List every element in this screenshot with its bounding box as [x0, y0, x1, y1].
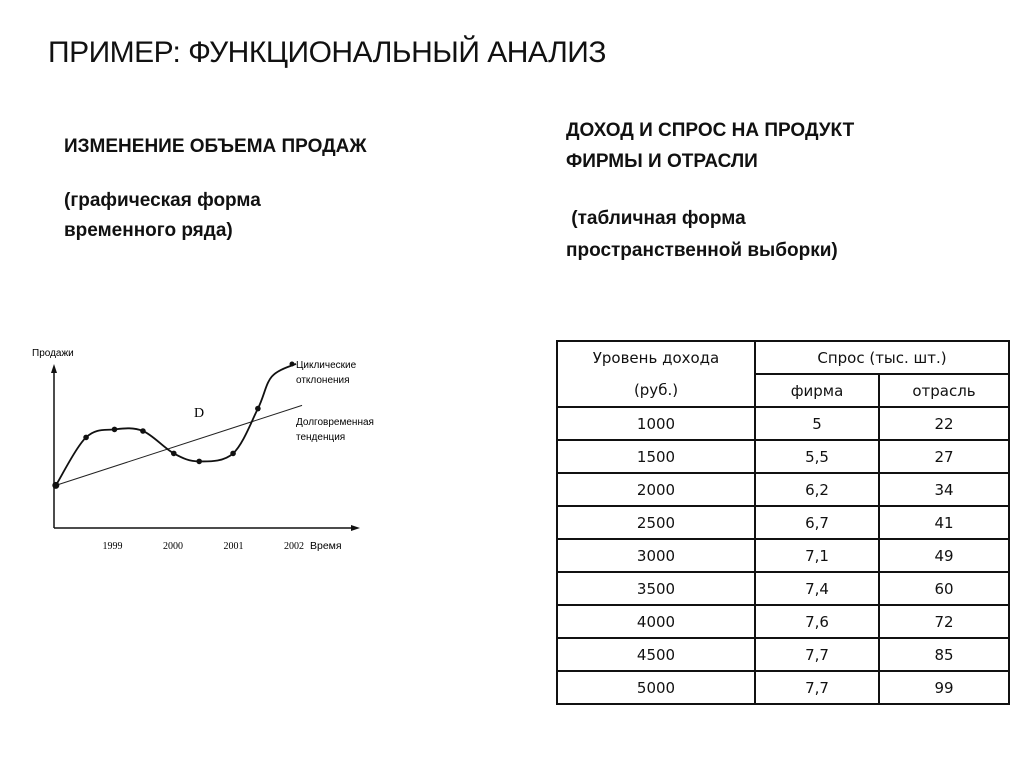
firm-demand-cell: 7,4	[755, 572, 879, 605]
table-row	[557, 572, 1009, 605]
legend-cyclic-2: отклонения	[296, 375, 350, 386]
income-demand-table	[556, 340, 1010, 705]
header-firm: фирма	[755, 374, 879, 407]
table-row	[557, 506, 1009, 539]
table-row	[557, 407, 1009, 440]
firm-demand-cell: 6,7	[755, 506, 879, 539]
industry-demand-cell: 99	[879, 671, 1009, 704]
x-tick-label: 2002	[284, 541, 304, 552]
table-row	[557, 605, 1009, 638]
industry-demand-cell: 72	[879, 605, 1009, 638]
table-row	[557, 440, 1009, 473]
income-cell: 4500	[557, 638, 755, 671]
trend-line	[56, 405, 302, 485]
right-subtitle-1: (табличная форма	[566, 208, 746, 229]
x-tick-label: 2000	[163, 541, 183, 552]
data-point	[83, 435, 89, 441]
data-point	[255, 406, 261, 412]
header-income: Уровень дохода	[557, 341, 755, 374]
table-header-row-1	[557, 341, 1009, 374]
industry-demand-cell: 41	[879, 506, 1009, 539]
industry-demand-cell: 34	[879, 473, 1009, 506]
sales-chart	[0, 330, 420, 560]
firm-demand-cell: 7,6	[755, 605, 879, 638]
firm-demand-cell: 5	[755, 407, 879, 440]
left-subtitle-2: временного ряда)	[64, 220, 233, 241]
annotation-d: D	[194, 406, 205, 421]
firm-demand-cell: 7,7	[755, 671, 879, 704]
header-income-unit: (руб.)	[557, 374, 755, 407]
income-cell: 2500	[557, 506, 755, 539]
table-row	[557, 473, 1009, 506]
firm-demand-cell: 7,1	[755, 539, 879, 572]
y-axis-arrow-icon	[51, 364, 57, 373]
income-cell: 1500	[557, 440, 755, 473]
x-axis-arrow-icon	[351, 525, 360, 531]
income-cell: 3500	[557, 572, 755, 605]
income-cell: 3000	[557, 539, 755, 572]
data-point	[196, 459, 202, 465]
data-point	[230, 451, 236, 457]
table-row	[557, 638, 1009, 671]
income-cell: 5000	[557, 671, 755, 704]
income-cell: 4000	[557, 605, 755, 638]
right-heading-1: ДОХОД И СПРОС НА ПРОДУКТ	[566, 120, 855, 141]
data-point	[171, 451, 177, 457]
table-row	[557, 539, 1009, 572]
data-point	[52, 482, 59, 489]
y-axis-label: Продажи	[32, 348, 74, 359]
left-heading: ИЗМЕНЕНИЕ ОБЪЕМА ПРОДАЖ	[64, 136, 367, 157]
industry-demand-cell: 22	[879, 407, 1009, 440]
x-tick-label: 1999	[102, 541, 123, 552]
legend-cyclic-1: Циклические	[296, 360, 357, 371]
legend-dot	[290, 362, 295, 367]
cyclic-curve	[56, 364, 296, 486]
right-subtitle-2: пространственной выборки)	[566, 240, 838, 261]
data-point	[140, 428, 146, 434]
industry-demand-cell: 60	[879, 572, 1009, 605]
table-row	[557, 671, 1009, 704]
left-subtitle-1: (графическая форма	[64, 190, 261, 211]
table-header-row-2	[557, 374, 1009, 407]
income-cell: 2000	[557, 473, 755, 506]
header-industry: отрасль	[879, 374, 1009, 407]
legend-trend-2: тенденция	[296, 432, 346, 443]
right-heading-2: ФИРМЫ И ОТРАСЛИ	[566, 151, 758, 172]
legend-trend-1: Долговременная	[296, 417, 374, 428]
firm-demand-cell: 7,7	[755, 638, 879, 671]
industry-demand-cell: 49	[879, 539, 1009, 572]
data-point	[112, 427, 118, 433]
income-cell: 1000	[557, 407, 755, 440]
firm-demand-cell: 5,5	[755, 440, 879, 473]
slide-title: ПРИМЕР: ФУНКЦИОНАЛЬНЫЙ АНАЛИЗ	[48, 36, 606, 69]
industry-demand-cell: 27	[879, 440, 1009, 473]
firm-demand-cell: 6,2	[755, 473, 879, 506]
industry-demand-cell: 85	[879, 638, 1009, 671]
header-demand: Спрос (тыс. шт.)	[755, 341, 1009, 374]
x-axis-label: Время	[310, 540, 342, 552]
x-tick-label: 2001	[223, 541, 244, 552]
